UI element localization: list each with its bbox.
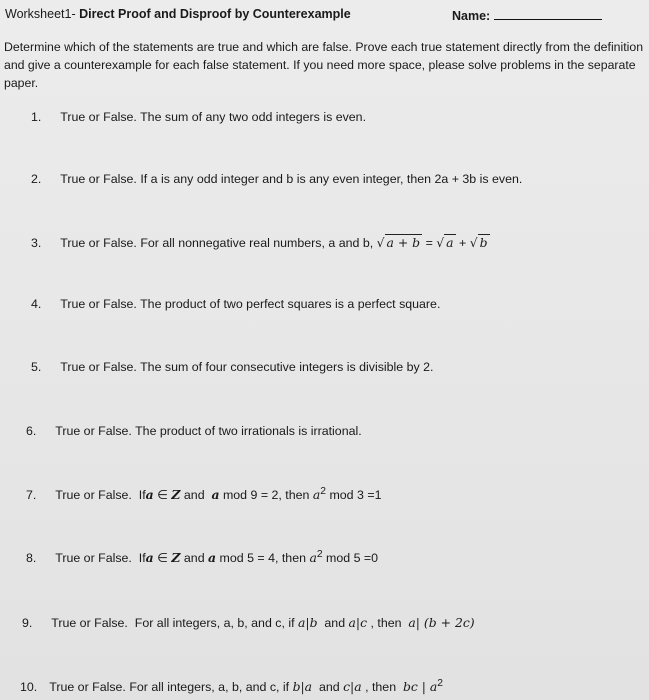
question-5: 5. True or False. The sum of four consecutive integers is divisible by 2. [31, 360, 434, 374]
question-9: 9. True or False. For all integers, a, b, and c, if a|b and a|c , then a| (b + 2c) [22, 615, 475, 630]
question-3: 3. True or False. For all nonnegative real numbers, a and b, √ a + b = √ a + √ b [31, 235, 488, 250]
question-2: 2. True or False. If a is any odd integer and b is any even integer, then 2a + 3b is even. [31, 172, 523, 186]
name-field [452, 7, 602, 23]
worksheet-title: Direct Proof and Disproof by Counterexample [79, 7, 351, 21]
question-4: 4. True or False. The product of two perfect squares is a perfect square. [31, 297, 441, 311]
sqrt-b: √ b [469, 235, 488, 250]
question-7: 7. True or False. Ifa ∈ Z and a mod 9 = 2, then $a^2$ mod 3 =1 [26, 486, 382, 503]
question-6: 6. True or False. The product of two irrationals is irrational. [26, 424, 362, 438]
question-10: 10. True or False. For all integers, a, b, and c, if b|a and c|a , then bc | $a^2$ [20, 678, 444, 695]
instructions: Determine which of the statements are true and which are false. Prove each true statement directly from the definition and give a counterexample for each false statement. If you need more space, please solve problems in the separate paper. [4, 40, 644, 90]
name-blank-line [494, 7, 602, 20]
question-8: 8. True or False. Ifa ∈ Z and a mod 5 = 4, then $a^2$ mod 5 =0 [26, 549, 379, 566]
name-label: Name: [452, 9, 491, 23]
sqrt-a: √ a [436, 235, 454, 250]
question-1: 1. True or False. The sum of any two odd integers is even. [31, 110, 367, 124]
worksheet-label: Worksheet1- [5, 7, 76, 21]
worksheet-header [5, 7, 351, 21]
sqrt-a-plus-b: √ a + b [376, 235, 421, 250]
